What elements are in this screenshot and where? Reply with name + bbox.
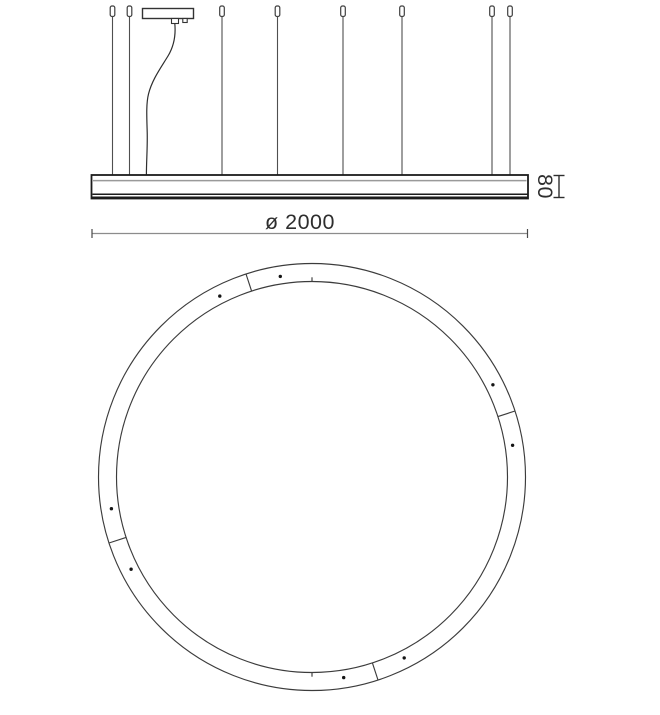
- diameter-dimension: [92, 210, 528, 238]
- ceiling-mount-icon: [490, 6, 495, 17]
- ring-segment-joints: [109, 274, 515, 680]
- ceiling-mount-icon: [220, 6, 225, 17]
- canopy: [143, 9, 194, 19]
- segment-joint: [246, 274, 252, 291]
- height-dimension-label: 80: [533, 174, 557, 199]
- ring-inner-circle: [117, 282, 508, 673]
- suspension-wires: [113, 17, 511, 176]
- segment-joint: [109, 537, 126, 543]
- mounting-dot: [218, 294, 221, 297]
- ceiling-mount-icon: [508, 6, 513, 17]
- mounting-dot: [342, 676, 345, 679]
- mounting-dot: [491, 383, 494, 386]
- power-cable: [146, 24, 175, 176]
- ceiling-mount-icon: [127, 6, 132, 17]
- mounting-dot: [129, 568, 132, 571]
- ring-mounting-dots: [110, 275, 515, 680]
- ceiling-mount-icon: [110, 6, 115, 17]
- canopy-strain-relief: [183, 19, 187, 23]
- ceiling-mount-icon: [341, 6, 346, 17]
- canopy-group: [143, 9, 194, 176]
- side-elevation-view: [92, 6, 565, 238]
- segment-joint: [498, 411, 515, 417]
- ceiling-mount-icon: [275, 6, 280, 17]
- light-bar-body: [92, 175, 529, 199]
- height-dimension: [533, 174, 565, 199]
- mounting-dot: [511, 444, 514, 447]
- mounting-dot: [403, 656, 406, 659]
- mounting-dot: [279, 275, 282, 278]
- segment-joint: [372, 663, 378, 680]
- diameter-dimension-label: ø 2000: [265, 210, 335, 234]
- plan-view: [99, 264, 526, 691]
- mounting-dot: [110, 507, 113, 510]
- canopy-strain-relief: [172, 19, 179, 24]
- light-bar-profile: [92, 175, 529, 199]
- ring-outer-circle: [99, 264, 526, 691]
- ceiling-mount-icon: [400, 6, 405, 17]
